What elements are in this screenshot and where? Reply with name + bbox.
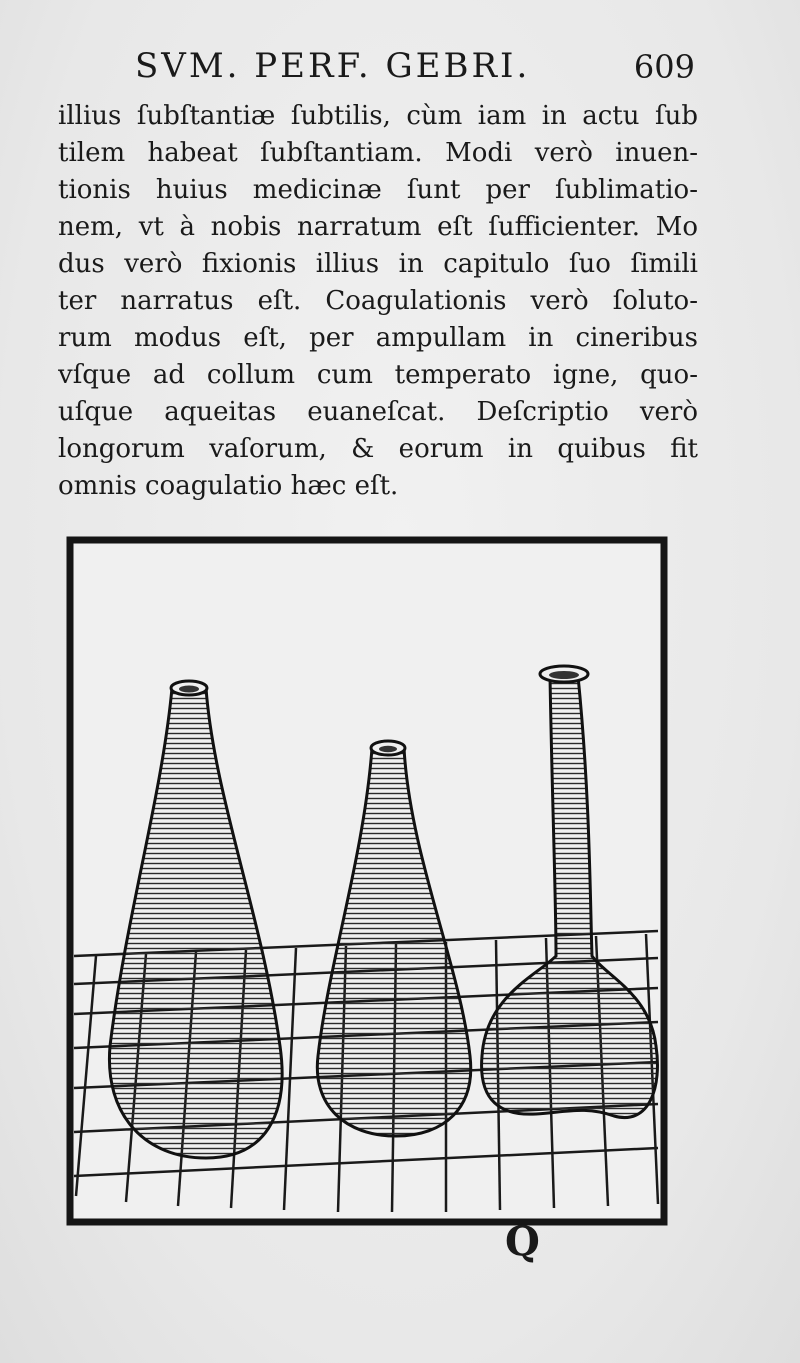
running-title: SVM. PERF. GEBRI.: [135, 46, 531, 86]
text-line: ter narratus eſt. Coagulationis verò ſoluto-: [58, 286, 698, 316]
text-line: nem, vt à nobis narratum eſt ſufficienter. Mo: [58, 212, 698, 242]
running-header: [135, 46, 695, 96]
text-line: uſque aqueitas euaneſcat. Deſcriptio verò: [58, 397, 698, 427]
text-line: illius ſubſtantiæ ſubtilis, cùm iam in actu ſub: [58, 101, 698, 131]
text-line: rum modus eſt, per ampullam in cineribus: [58, 323, 698, 353]
text-line: tionis huius medicinæ ſunt per ſublimatio-: [58, 175, 698, 205]
vessels-woodcut: [66, 536, 670, 1226]
text-line: dus verò fixionis illius in capitulo ſuo ſimili: [58, 249, 698, 279]
body-text: [58, 98, 698, 505]
woodcut-illustration: [66, 536, 670, 1226]
text-line: omnis coagulatio hæc eſt.: [58, 471, 399, 501]
signature-mark: Q: [505, 1218, 540, 1265]
page-number: 609: [633, 48, 695, 86]
text-line: vſque ad collum cum temperato igne, quo-: [58, 360, 698, 390]
text-line: longorum vaſorum, & eorum in quibus fit: [58, 434, 698, 464]
text-line: tilem habeat ſubſtantiam. Modi verò inuen-: [58, 138, 698, 168]
